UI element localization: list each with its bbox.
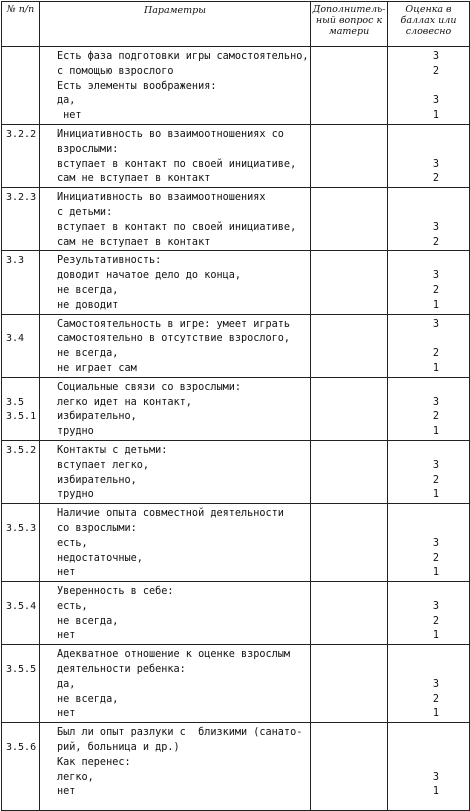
score-value: 1 <box>432 630 439 642</box>
row-number <box>2 188 40 251</box>
row-number-line: 3.5.6 <box>6 742 37 754</box>
parameter-line: рий, больница и др.) <box>57 742 180 754</box>
row-extra-question <box>311 314 388 377</box>
score-value: 3 <box>432 95 439 107</box>
row-parameters <box>40 188 311 251</box>
row-number-line: 3.5.5 <box>6 664 37 676</box>
score-value: 3 <box>432 537 439 549</box>
header-params: Параметры <box>40 2 311 47</box>
parameter-line: Инициативность во взаимоотношениях <box>57 192 266 204</box>
row-parameters <box>40 377 311 440</box>
score-value: 1 <box>432 299 439 311</box>
parameter-line: нет <box>57 110 82 122</box>
score-value <box>388 143 439 158</box>
row-extra-question <box>311 723 388 811</box>
score-value: 1 <box>432 110 439 122</box>
row-number-line: 3.2.3 <box>6 192 37 204</box>
parameter-line: Результативность: <box>57 255 162 267</box>
score-value: 2 <box>432 65 439 77</box>
score-value <box>388 522 439 537</box>
row-score <box>388 377 470 440</box>
row-score <box>388 645 470 723</box>
row-extra-question <box>311 47 388 125</box>
row-score <box>388 47 470 125</box>
table-row <box>2 440 470 503</box>
row-number-line <box>6 50 39 65</box>
table-row <box>2 723 470 811</box>
parameter-line: Наличие опыта совместной деятельности <box>57 508 284 520</box>
parameter-line: нет <box>57 567 76 579</box>
parameter-line: нет <box>57 708 76 720</box>
parameters-table <box>1 1 470 811</box>
row-score <box>388 582 470 645</box>
row-number <box>2 377 40 440</box>
parameter-line: Есть элементы воображения: <box>57 80 217 92</box>
score-value: 2 <box>432 693 439 705</box>
parameter-line: деятельности ребенка: <box>57 664 186 676</box>
table-row <box>2 47 470 125</box>
header-score: Оценка в баллах или словесно <box>388 2 470 47</box>
score-value: 2 <box>432 552 439 564</box>
parameter-line: да, <box>57 95 76 107</box>
parameter-line: вступает в контакт по своей инициативе, <box>57 158 297 170</box>
score-value <box>388 206 439 221</box>
parameter-line: Инициативность во взаимоотношениях со <box>57 128 284 140</box>
row-parameters <box>40 723 311 811</box>
row-extra-question <box>311 440 388 503</box>
row-number-line: 3.5.4 <box>6 600 37 612</box>
table-row <box>2 645 470 723</box>
row-number <box>2 504 40 582</box>
score-value <box>388 128 439 143</box>
row-score <box>388 723 470 811</box>
score-value <box>388 381 439 396</box>
parameter-line: Есть фаза подготовки игры самостоятельно, <box>57 51 309 62</box>
parameter-line: нет <box>57 786 76 798</box>
row-extra-question <box>311 582 388 645</box>
row-parameters <box>40 582 311 645</box>
parameter-line: вступает в контакт по своей инициативе, <box>57 221 297 233</box>
score-value <box>388 726 439 741</box>
row-extra-question <box>311 124 388 187</box>
row-score <box>388 504 470 582</box>
table-row <box>2 314 470 377</box>
parameter-line: с помощью взрослого <box>57 65 174 77</box>
parameter-line: трудно <box>57 426 94 438</box>
score-value: 3 <box>432 678 439 690</box>
parameter-line: Как перенес: <box>57 756 131 768</box>
row-number <box>2 124 40 187</box>
parameter-line: не играет сам <box>57 362 137 374</box>
score-value: 3 <box>432 270 439 282</box>
parameter-line: есть, <box>57 537 88 549</box>
row-score <box>388 188 470 251</box>
score-value <box>388 756 439 771</box>
score-value: 2 <box>432 348 439 360</box>
row-number-line: 3.5.1 <box>6 411 37 423</box>
score-value <box>388 332 439 347</box>
parameter-line: не всегда, <box>57 348 119 360</box>
parameter-line: недостаточные, <box>57 552 143 564</box>
row-number-line <box>6 318 39 333</box>
row-parameters <box>40 314 311 377</box>
parameter-line: Адекватное отношение к оценке взрослым <box>57 649 291 661</box>
score-value <box>388 444 439 459</box>
parameter-line: с детьми: <box>57 206 113 218</box>
row-number-line <box>6 507 39 522</box>
row-number-line: 3.5.2 <box>6 444 37 456</box>
score-value <box>388 80 439 95</box>
score-value: 2 <box>432 173 439 185</box>
score-value: 3 <box>432 600 439 612</box>
row-number <box>2 314 40 377</box>
parameter-line: вступает легко, <box>57 459 150 471</box>
header-num: № п/п <box>2 2 40 47</box>
row-number <box>2 251 40 314</box>
parameter-line: не доводит <box>57 299 119 311</box>
row-number-line <box>6 585 39 600</box>
parameter-line: избирательно, <box>57 474 137 486</box>
row-number-line: 3.4 <box>6 333 25 345</box>
row-number-line: 3.2.2 <box>6 128 37 140</box>
parameter-line: Социальные связи со взрослыми: <box>57 381 242 393</box>
score-value <box>388 191 439 206</box>
score-value: 3 <box>432 459 439 471</box>
parameter-line: доводит начатое дело до конца, <box>57 270 242 282</box>
parameter-line: Был ли опыт разлуки с близкими (санато- <box>57 727 303 739</box>
score-value: 2 <box>432 411 439 423</box>
row-number-line: 3.5.3 <box>6 522 37 534</box>
parameter-line: трудно <box>57 489 94 501</box>
row-number <box>2 440 40 503</box>
row-number <box>2 582 40 645</box>
row-number-line <box>6 726 39 741</box>
score-value: 2 <box>432 284 439 296</box>
row-parameters <box>40 645 311 723</box>
parameter-line: Уверенность в себе: <box>57 586 174 598</box>
score-value: 1 <box>432 708 439 720</box>
row-number <box>2 723 40 811</box>
row-extra-question <box>311 188 388 251</box>
parameter-line: сам не вступает в контакт <box>57 236 211 248</box>
parameter-line: избирательно, <box>57 411 137 423</box>
parameter-line: не всегда, <box>57 693 119 705</box>
table-row <box>2 124 470 187</box>
table-row <box>2 251 470 314</box>
score-value <box>388 741 439 756</box>
header-extra-question: Дополнитель-ный вопрос к матери <box>311 2 388 47</box>
parameter-line: со взрослыми: <box>57 522 137 534</box>
parameter-line: Контакты с детьми: <box>57 444 168 456</box>
row-extra-question <box>311 504 388 582</box>
parameter-line: легко идет на контакт, <box>57 396 192 408</box>
row-extra-question <box>311 645 388 723</box>
row-extra-question <box>311 377 388 440</box>
parameter-line: не всегда, <box>57 284 119 296</box>
table-row <box>2 582 470 645</box>
row-number <box>2 47 40 125</box>
score-value: 1 <box>432 426 439 438</box>
table-row <box>2 377 470 440</box>
score-value: 1 <box>432 489 439 501</box>
row-number <box>2 645 40 723</box>
score-value: 2 <box>432 615 439 627</box>
row-parameters <box>40 440 311 503</box>
parameter-line: есть, <box>57 600 88 612</box>
parameter-line: взрослыми: <box>57 143 119 155</box>
table-row <box>2 188 470 251</box>
score-value: 3 <box>432 51 439 62</box>
score-value: 3 <box>432 318 439 330</box>
row-score <box>388 124 470 187</box>
table-header-row <box>2 2 470 47</box>
table-body <box>2 47 470 811</box>
score-value: 1 <box>432 786 439 798</box>
score-value: 3 <box>432 396 439 408</box>
row-parameters <box>40 124 311 187</box>
score-value <box>388 254 439 269</box>
parameter-line: самостоятельно в отсутствие взрослого, <box>57 333 291 345</box>
row-score <box>388 251 470 314</box>
score-value <box>388 648 439 663</box>
parameter-line: нет <box>57 630 76 642</box>
score-value: 3 <box>432 221 439 233</box>
row-score <box>388 440 470 503</box>
row-parameters <box>40 47 311 125</box>
parameter-line: не всегда, <box>57 615 119 627</box>
score-value: 2 <box>432 474 439 486</box>
table-row <box>2 504 470 582</box>
score-value: 3 <box>432 771 439 783</box>
parameter-line: да, <box>57 678 76 690</box>
row-number-line <box>6 381 39 396</box>
row-number-line: 3.5 <box>6 396 25 408</box>
score-value: 2 <box>432 236 439 248</box>
score-value: 1 <box>432 362 439 374</box>
score-value <box>388 507 439 522</box>
row-number-line: 3.3 <box>6 255 25 267</box>
parameter-line: Самостоятельность в игре: умеет играть <box>57 318 291 330</box>
row-score <box>388 314 470 377</box>
score-value <box>388 585 439 600</box>
score-value: 1 <box>432 567 439 579</box>
row-parameters <box>40 504 311 582</box>
score-value <box>388 663 439 678</box>
row-extra-question <box>311 251 388 314</box>
row-number-line <box>6 648 39 663</box>
parameter-line: легко, <box>57 771 94 783</box>
score-value: 3 <box>432 158 439 170</box>
parameter-line: сам не вступает в контакт <box>57 173 211 185</box>
row-parameters <box>40 251 311 314</box>
